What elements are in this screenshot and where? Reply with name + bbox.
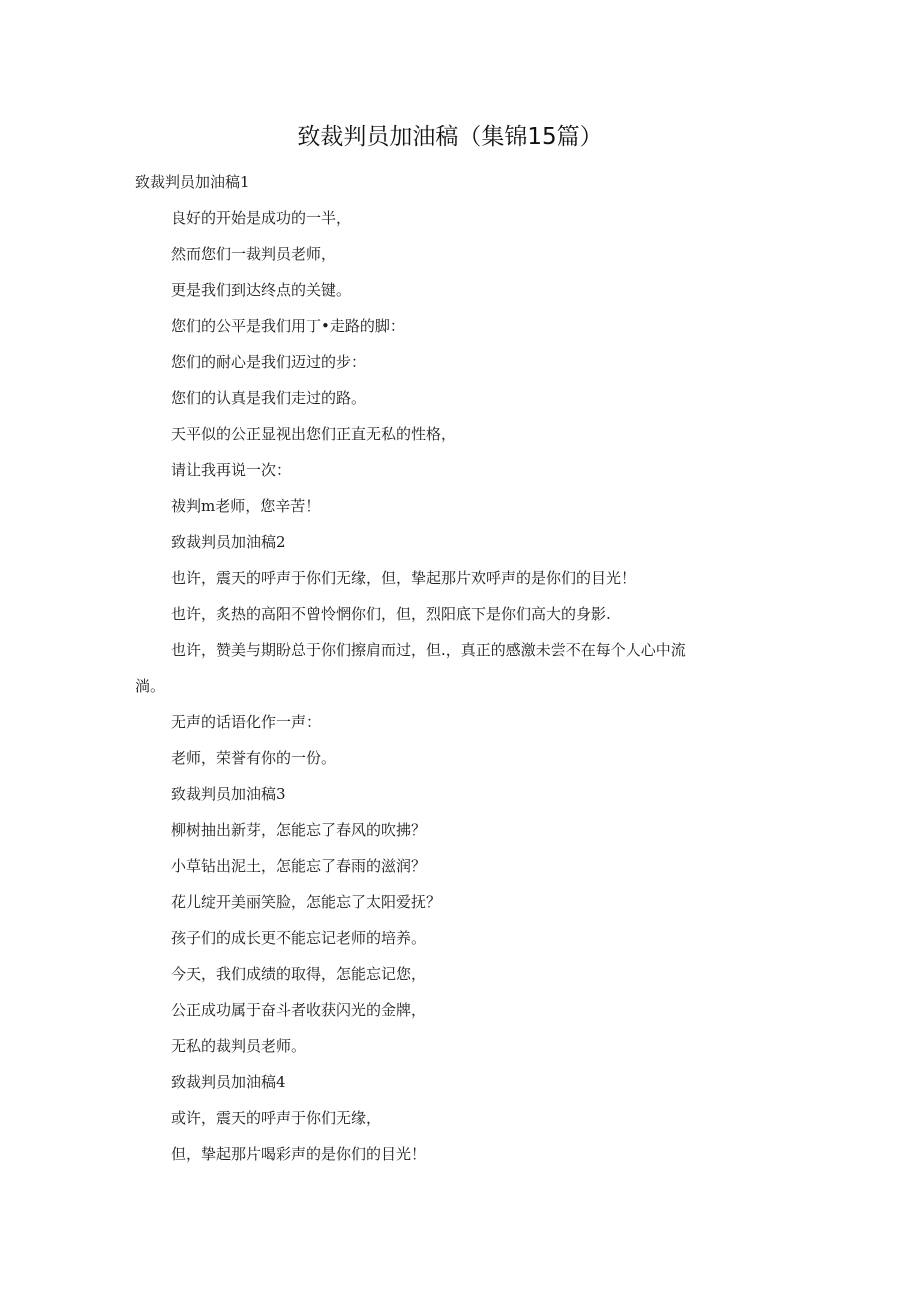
text-line: 无私的裁判员老师。 [171,1037,307,1055]
document-body [0,164,920,1172]
text-line: 天平似的公正显视出您们正直无私的性格， [171,425,457,443]
text-line: 然而您们一裁判员老师， [171,245,337,263]
text-line: 祓判m老师，您辛苦！ [171,497,321,515]
text-line: 请让我再说一次： [171,461,292,479]
text-line: 致裁判员加油稿3 [171,785,286,803]
text-line: 您们的公平是我们用丁•走路的脚： [171,317,405,335]
text-line: 今天，我们成绩的取得，怎能忘记您， [171,965,427,983]
text-line: 您们的耐心是我们迈过的步： [171,353,367,371]
text-line: 无声的话语化作一声： [171,713,322,731]
text-line: 致裁判员加油稿1 [135,173,250,191]
text-line: 柳树抽出新芽，怎能忘了春风的吹拂？ [171,821,427,839]
text-line: 公正成功属于奋斗者收获闪光的金牌， [171,1001,427,1019]
text-line: 花儿绽开美丽笑脸，怎能忘了太阳爱抚？ [171,893,442,911]
text-line: 孩子们的成长更不能忘记老师的培养。 [171,929,427,947]
text-line: 但，挚起那片喝彩声的是你们的目光！ [171,1145,427,1163]
text-line: 您们的认真是我们走过的路。 [171,389,367,407]
text-line: 良好的开始是成功的一半， [171,209,352,227]
text-line: 淌。 [135,677,166,695]
document-title: 致裁判员加油稿（集锦15篇） [297,124,603,150]
text-line: 也许，炙热的高阳不曾怜惘你们，但，烈阳底下是你们高大的身影. [171,605,611,623]
text-line: 也许，赞美与期盼总于你们擦肩而过，但.，真正的感激未尝不在每个人心中流 [171,641,686,659]
text-line: 也许，震天的呼声于你们无缘，但，挚起那片欢呼声的是你们的目光！ [171,569,637,587]
text-line: 致裁判员加油稿4 [171,1073,286,1091]
text-line: 或许，震天的呼声于你们无缘， [171,1109,382,1127]
text-line: 更是我们到达终点的关键。 [171,281,352,299]
text-line: 致裁判员加油稿2 [171,533,286,551]
text-line: 老师，荣誉有你的一份。 [171,749,337,767]
text-line: 小草钻出泥土，怎能忘了春雨的滋润？ [171,857,427,875]
